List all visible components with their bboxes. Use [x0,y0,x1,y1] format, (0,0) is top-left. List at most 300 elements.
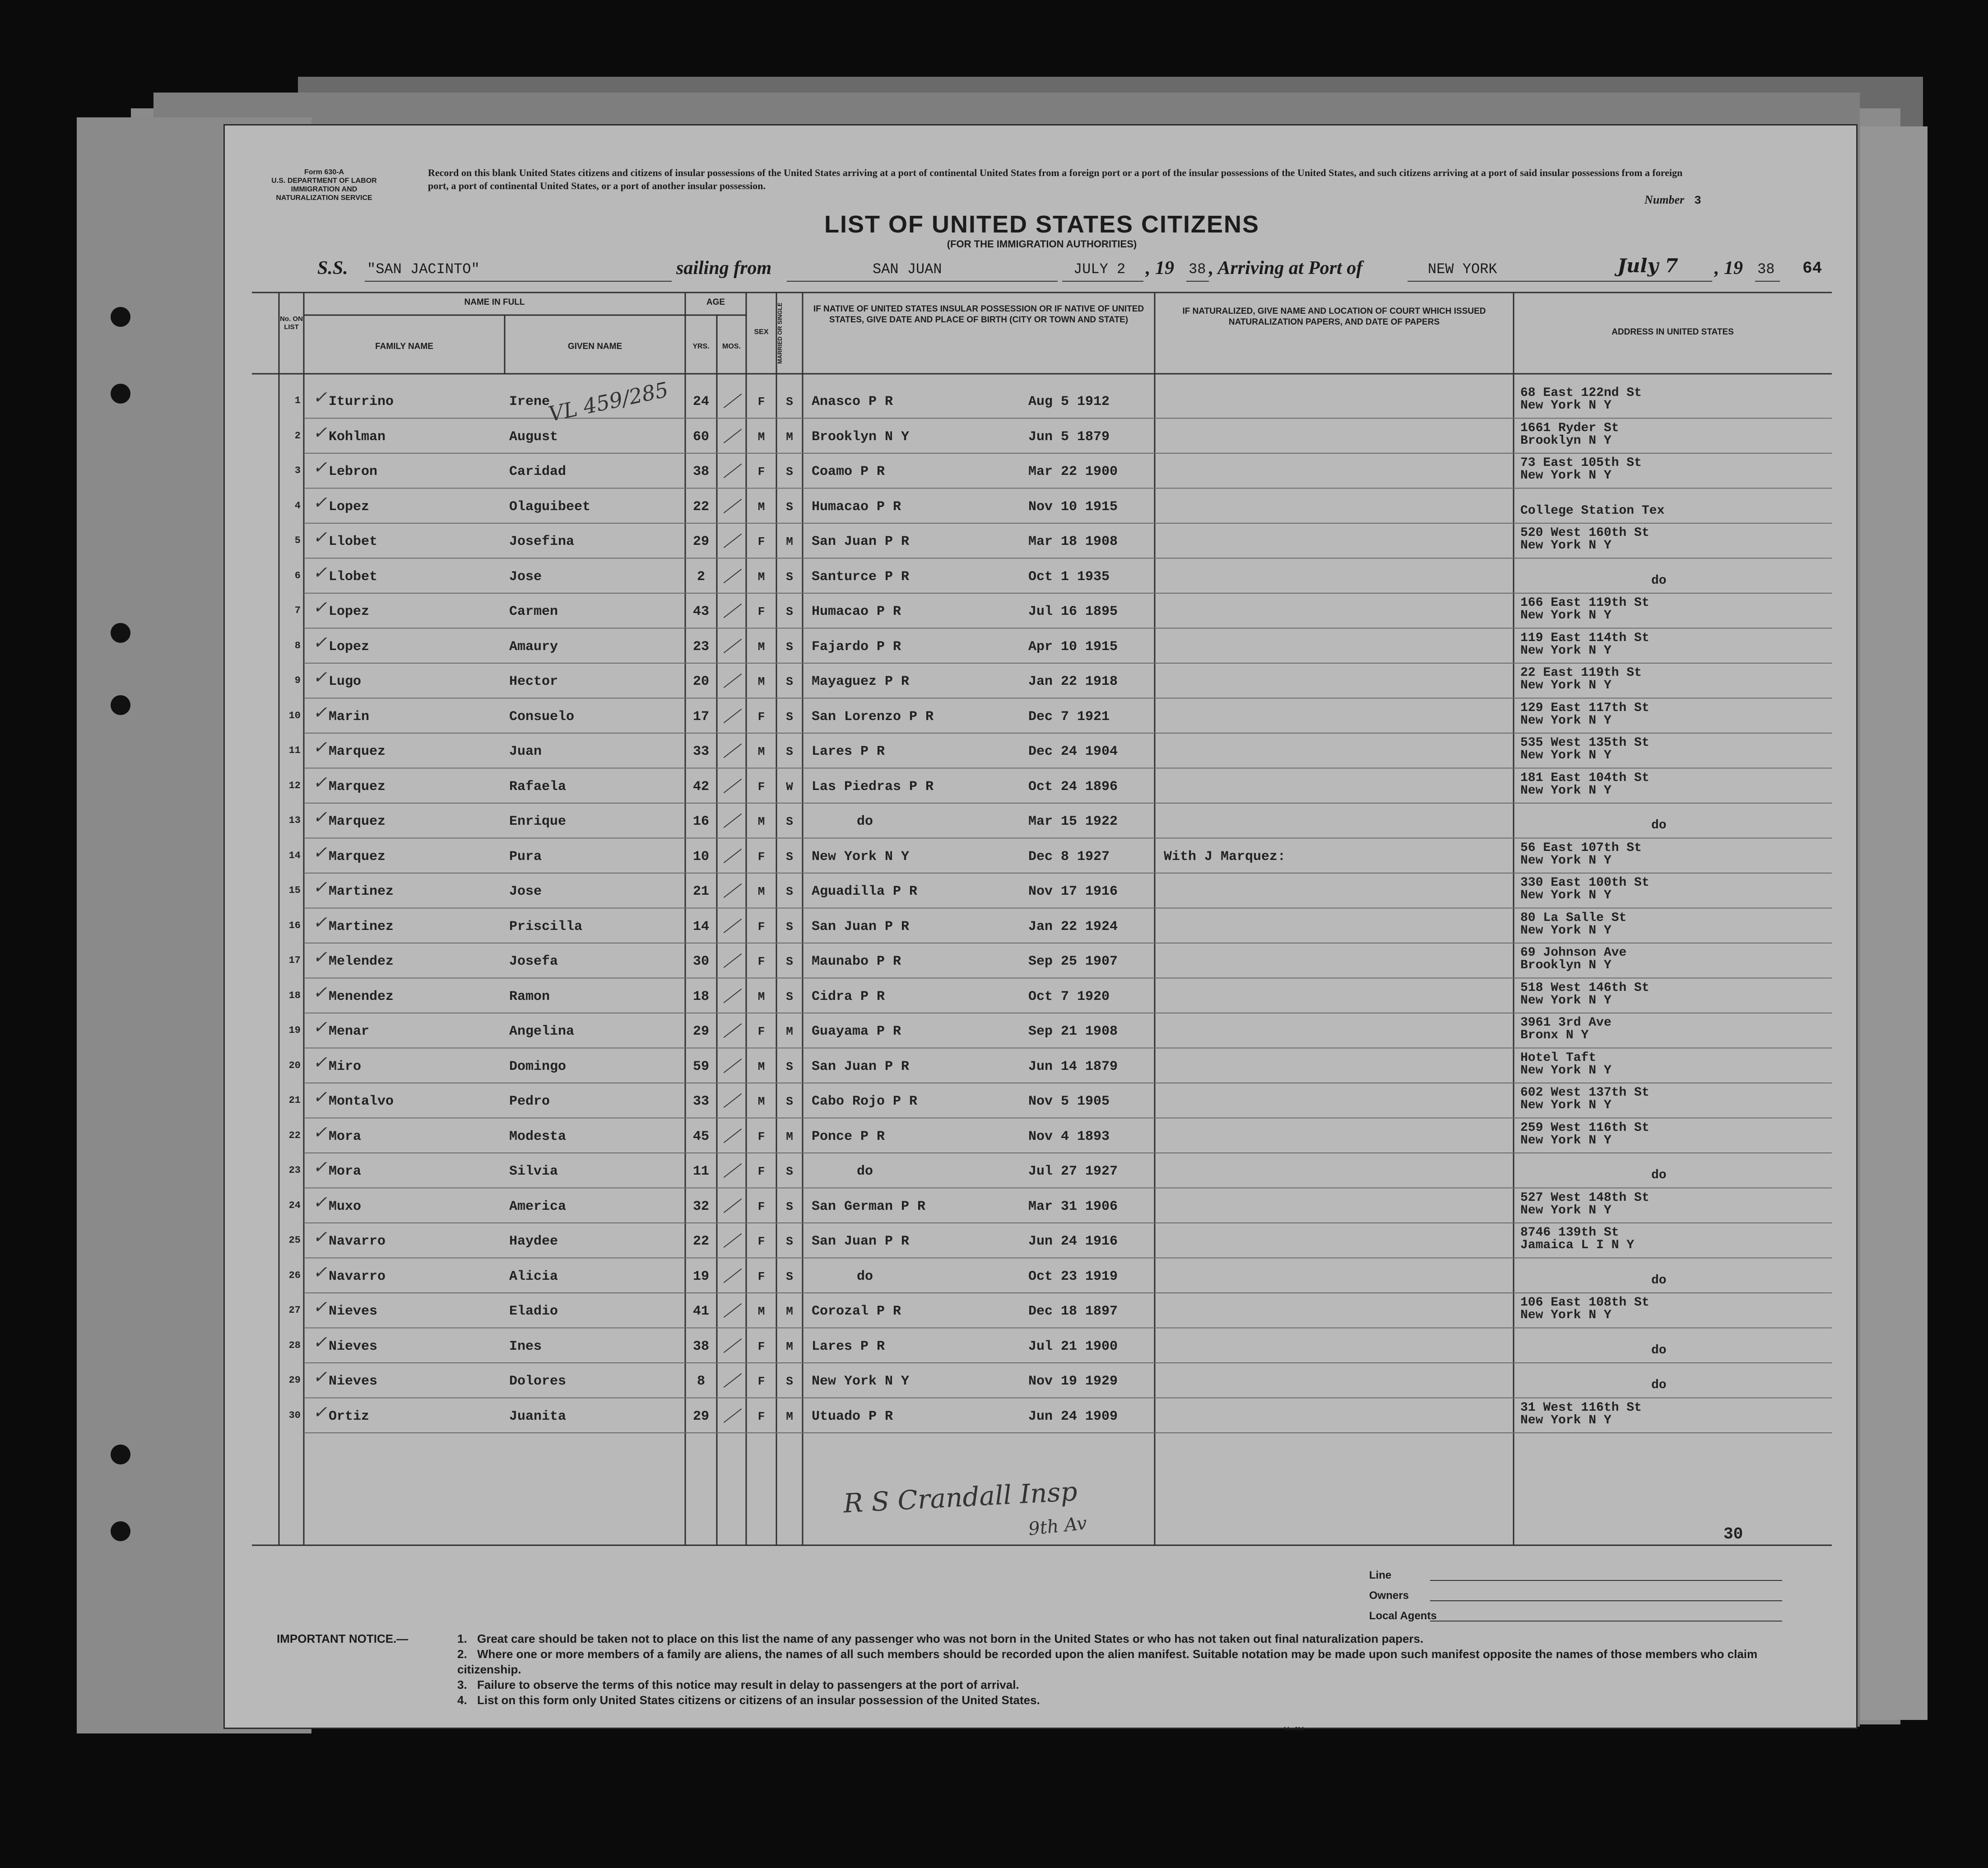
birthplace: San Lorenzo P R [812,709,934,725]
binder-hole [111,695,130,715]
given-name: Juan [509,744,542,759]
list-number: Number 3 [1644,193,1701,207]
birth-date: Jul 21 1900 [1028,1338,1118,1354]
given-name: Irene [509,394,550,409]
given-name: Enrique [509,814,567,829]
address-line-1: 80 La Salle St [1520,911,1627,925]
birthplace: Utuado P R [812,1408,893,1424]
check-mark-icon: ✓ [313,1262,327,1282]
given-name: Pura [509,849,542,864]
check-mark-icon: ✓ [313,492,327,512]
age-years: 18 [692,989,709,1004]
row-number: 18 [288,990,301,1001]
notice-heading: IMPORTANT NOTICE.— [277,1632,409,1645]
address-line-2: New York N Y [1520,853,1612,868]
row-number: 23 [288,1165,301,1176]
sex: F [757,850,765,864]
marital-status: S [786,1269,793,1283]
row-number: 13 [288,815,301,826]
address-line-1: 22 East 119th St [1520,666,1642,680]
given-name: Juanita [509,1408,567,1424]
sex: F [757,1025,765,1038]
manifest-page [223,124,1858,1732]
address-line-1: 73 East 105th St [1520,456,1642,470]
family-name: Martinez [329,884,394,899]
notice-text: Great care should be taken not to place on this list the name of any passenger who was not born in the United States or who has not taken out final naturalization papers. [477,1632,1424,1645]
row-number: 30 [288,1409,301,1421]
header-name-in-full: NAME IN FULL [464,297,525,307]
given-name: Ines [509,1338,542,1354]
given-name: America [509,1199,567,1214]
address-line-1: 56 East 107th St [1520,841,1642,855]
family-name: Mora [329,1129,362,1144]
binder-hole [111,623,130,643]
family-name: Llobet [329,569,378,585]
address-line-1: 8746 139th St [1520,1226,1619,1240]
address-line-1: Hotel Taft [1520,1050,1597,1065]
sex: F [757,535,765,548]
birth-date: Mar 22 1900 [1028,464,1118,479]
birthplace: Corozal P R [812,1304,901,1319]
header-married-single: MARRIED OR SINGLE [776,302,783,364]
sex: M [757,745,765,758]
birthplace: Cabo Rojo P R [812,1094,918,1109]
notice-text: Failure to observe the terms of this notice may result in delay to passengers at the port of arrival. [477,1678,1019,1691]
form-identifier: Form 630-A U.S. DEPARTMENT OF LABOR IMMIGRATION AND NATURALIZATION SERVICE [271,168,377,202]
row-number: 26 [288,1269,301,1281]
row-number: 7 [294,605,301,616]
important-notice [277,1631,1802,1708]
birth-date: Sep 25 1907 [1028,954,1118,969]
family-name: Mora [329,1164,362,1179]
birthplace: Humacao P R [812,604,901,619]
check-mark-icon: ✓ [313,1052,327,1072]
marital-status: S [786,605,793,618]
sex: F [757,710,765,724]
row-number: 2 [294,430,301,441]
address-line-2: New York N Y [1520,1133,1612,1148]
marital-status: M [786,1305,793,1318]
marital-status: S [786,850,793,864]
birthplace: San Juan P R [812,1234,910,1249]
family-name: Martinez [329,919,394,934]
given-name: Olaguibeet [509,499,591,515]
address-line-2: New York N Y [1520,469,1612,483]
family-name: Lopez [329,604,370,619]
birth-date: Oct 24 1896 [1028,779,1118,795]
birth-date: Dec 8 1927 [1028,849,1110,864]
age-years: 32 [692,1199,709,1214]
sex: M [757,1095,765,1108]
check-mark-icon: ✓ [313,1332,327,1352]
row-number: 5 [294,535,301,546]
header-no: No. ON LIST [280,315,303,331]
family-name: Lugo [329,674,362,689]
check-mark-icon: ✓ [313,912,327,932]
sex: F [757,1235,765,1248]
address-line-2: Jamaica L I N Y [1520,1238,1635,1252]
birth-date: Nov 17 1916 [1028,884,1118,899]
row-number: 10 [288,710,301,721]
check-mark-icon: ✓ [313,422,327,442]
birthplace: Cidra P R [812,989,885,1004]
marital-status: M [786,1025,793,1038]
family-name: Kohlman [329,429,386,445]
check-mark-icon: ✓ [313,737,327,757]
address-line-1: 181 East 104th St [1520,771,1649,785]
address-line-2: New York N Y [1520,923,1612,938]
address-line-2: New York N Y [1520,399,1612,413]
address-line-1: 518 West 146th St [1520,980,1649,995]
address-line-1: 119 East 114th St [1520,631,1649,645]
row-number: 6 [294,570,301,581]
birthplace: Coamo P R [812,464,885,479]
age-years: 43 [692,604,709,619]
sailing-label: sailing from [676,258,772,279]
row-number: 17 [288,955,301,966]
check-mark-icon: ✓ [313,877,327,897]
age-years: 19 [692,1269,709,1284]
check-mark-icon: ✓ [313,1297,327,1317]
birth-date: Mar 18 1908 [1028,534,1118,549]
check-mark-icon: ✓ [313,597,327,617]
age-years: 22 [692,499,709,515]
birthplace: Maunabo P R [812,954,901,969]
age-years: 30 [692,954,709,969]
check-mark-icon: ✓ [313,1367,327,1387]
file-mark: VL 459/285 [546,377,671,427]
age-years: 33 [692,744,709,759]
address-line-1: 1661 Ryder St [1520,421,1619,435]
birth-date: Apr 10 1915 [1028,639,1118,655]
birth-date: Nov 19 1929 [1028,1374,1118,1389]
page-subtitle: (FOR THE IMMIGRATION AUTHORITIES) [947,238,1137,250]
given-name: August [509,429,558,445]
check-mark-icon: ✓ [313,1157,327,1177]
age-years: 60 [692,429,709,445]
given-name: Jose [509,884,542,899]
birthplace: Guayama P R [812,1024,901,1039]
marital-status: M [786,1409,793,1423]
age-years: 16 [692,814,709,829]
family-name: Llobet [329,534,378,549]
header-family-name: FAMILY NAME [375,342,433,351]
family-name: Menendez [329,989,394,1004]
marital-status: M [786,430,793,444]
naturalization: With J Marquez: [1164,849,1286,864]
age-years: 38 [692,1338,709,1354]
marital-status: S [786,465,793,479]
check-mark-icon: ✓ [313,667,327,687]
family-name: Iturrino [329,394,394,409]
family-name: Marquez [329,814,386,829]
check-mark-icon: ✓ [313,982,327,1002]
given-name: Haydee [509,1234,558,1249]
row-number: 20 [288,1059,301,1071]
address-line-1: 69 Johnson Ave [1520,946,1627,960]
header-yrs: YRS. [692,343,710,350]
birth-date: Nov 5 1905 [1028,1094,1110,1109]
birth-date: Oct 7 1920 [1028,989,1110,1004]
address-line-2: New York N Y [1520,678,1612,692]
address-line-1: 520 West 160th St [1520,526,1649,540]
birthplace: San German P R [812,1199,926,1214]
local-agents-field [1430,1621,1782,1622]
age-years: 38 [692,464,709,479]
address-line-2: Bronx N Y [1520,1028,1589,1042]
row-number: 12 [288,780,301,791]
marital-status: S [786,1095,793,1108]
birth-date: Jul 27 1927 [1028,1164,1118,1179]
marital-status: S [786,395,793,409]
birthplace: Humacao P R [812,499,901,515]
family-name: Nieves [329,1304,378,1319]
check-mark-icon: ✓ [313,702,327,722]
owners-label: Owners [1369,1589,1409,1602]
given-name: Consuelo [509,709,575,725]
form-instructions: Record on this blank United States citizens and citizens of insular possessions of the United States arriving at a port of continental United States from a foreign port or a port of the insular possessions of the United States, and such citizens arriving at a port of said insular possessions from a foreign port, a port of continental United States, or a port of another insular possession. [428,167,1683,191]
age-years: 29 [692,534,709,549]
given-name: Caridad [509,464,567,479]
given-name: Silvia [509,1164,558,1179]
line-field [1430,1580,1782,1581]
given-name: Hector [509,674,558,689]
birthplace: Ponce P R [812,1129,885,1144]
age-years: 21 [692,884,709,899]
given-name: Amaury [509,639,558,655]
birth-date: Jan 22 1918 [1028,674,1118,689]
family-name: Ortiz [329,1408,370,1424]
age-years: 22 [692,1234,709,1249]
address-line-1: 330 East 100th St [1520,876,1649,890]
age-years: 11 [692,1164,709,1179]
marital-status: M [786,535,793,548]
sex: F [757,465,765,479]
departure-year: 38 [1189,261,1206,278]
binder-hole [111,1445,130,1464]
given-name: Josefina [509,534,575,549]
binder-hole [111,384,130,404]
row-number: 14 [288,850,301,861]
marital-status: S [786,675,793,688]
notice-number: 3. [457,1678,467,1691]
check-mark-icon: ✓ [313,1122,327,1142]
local-agents-label: Local Agents [1369,1610,1437,1622]
notice-text: Where one or more members of a family are aliens, the names of all such members should be recorded upon the alien manifest. Suitable notation may be made upon such manifest opposite the names of those members who claim citizenship. [457,1647,1758,1676]
family-name: Nieves [329,1374,378,1389]
marital-status: S [786,710,793,724]
address-line-2: do [1651,573,1667,588]
birthplace: do [857,814,873,829]
birth-date: Jun 24 1909 [1028,1408,1118,1424]
marital-status: S [786,990,793,1004]
header-birth: IF NATIVE OF UNITED STATES INSULAR POSSESSION OR IF NATIVE OF UNITED STATES, GIVE DATE AND PLACE OF BIRTH (CITY OR TOWN AND STATE) [813,304,1144,325]
given-name: Rafaela [509,779,567,795]
birthplace: San Juan P R [812,1059,910,1074]
marital-status: M [786,1129,793,1143]
address-line-2: New York N Y [1520,783,1612,798]
age-years: 14 [692,919,709,934]
notice-number: 4. [457,1693,467,1707]
address-line-2: Brooklyn N Y [1520,433,1612,448]
check-mark-icon: ✓ [313,1017,327,1037]
age-years: 33 [692,1094,709,1109]
family-name: Navarro [329,1234,386,1249]
birthplace: do [857,1269,873,1284]
sex: M [757,815,765,828]
address-line-1: 602 West 137th St [1520,1086,1649,1100]
check-mark-icon: ✓ [313,632,327,652]
arrival-date: July 7 [1617,255,1678,277]
address-line-1: 106 East 108th St [1520,1296,1649,1310]
address-line-2: do [1651,1273,1667,1287]
given-name: Carmen [509,604,558,619]
given-name: Modesta [509,1129,567,1144]
header-mos: MOS. [722,343,741,350]
age-years: 29 [692,1024,709,1039]
birth-date: Nov 10 1915 [1028,499,1118,515]
birthplace: Lares P R [812,744,885,759]
age-years: 24 [692,394,709,409]
row-number: 27 [288,1305,301,1316]
birthplace: Anasco P R [812,394,893,409]
sex: F [757,955,765,968]
notice-number: 1. [457,1632,467,1645]
address-line-2: New York N Y [1520,1308,1612,1322]
arriving-label: , Arriving at Port of [1209,258,1363,279]
sex: F [757,1165,765,1178]
given-name: Josefa [509,954,558,969]
header-address: ADDRESS IN UNITED STATES [1612,327,1734,337]
sex: M [757,990,765,1004]
family-name: Muxo [329,1199,362,1214]
address-line-2: New York N Y [1520,993,1612,1008]
address-line-2: do [1651,1168,1667,1182]
address-line-2: do [1651,818,1667,832]
family-name: Marquez [329,849,386,864]
owners-field [1430,1600,1782,1601]
address-line-2: New York N Y [1520,888,1612,902]
row-number: 29 [288,1375,301,1386]
family-name: Marquez [329,779,386,795]
age-years: 23 [692,639,709,655]
sheet-edge [1860,126,1928,1720]
birth-date: Sep 21 1908 [1028,1024,1118,1039]
sex: F [757,1199,765,1213]
binder-hole [111,307,130,327]
row-number: 8 [294,640,301,651]
address-line-2: New York N Y [1520,748,1612,762]
check-mark-icon: ✓ [313,807,327,827]
address-line-2: New York N Y [1520,1413,1612,1427]
family-name: Montalvo [329,1094,394,1109]
notice-item [277,1631,1802,1646]
age-years: 17 [692,709,709,725]
address-line-2: do [1651,1343,1667,1357]
notice-text: List on this form only United States citizens or citizens of an insular possession of the United States. [477,1693,1040,1707]
check-mark-icon: ✓ [313,457,327,477]
address-line-1: 31 West 116th St [1520,1400,1642,1415]
sex: M [757,885,765,898]
check-mark-icon: ✓ [313,772,327,792]
row-number: 19 [288,1025,301,1036]
birth-date: Jun 24 1916 [1028,1234,1118,1249]
marital-status: S [786,1235,793,1248]
marital-status: S [786,1059,793,1073]
address-line-2: New York N Y [1520,1203,1612,1217]
marital-status: W [786,780,793,794]
row-number: 28 [288,1339,301,1351]
birthplace: Lares P R [812,1338,885,1354]
birth-date: Jun 5 1879 [1028,429,1110,445]
address-line-2: New York N Y [1520,713,1612,728]
birthplace: New York N Y [812,1374,910,1389]
address-line-1: 129 East 117th St [1520,701,1649,715]
family-name: Lebron [329,464,378,479]
birth-date: Jun 14 1879 [1028,1059,1118,1074]
row-number: 24 [288,1199,301,1211]
check-mark-icon: ✓ [313,1087,327,1107]
given-name: Domingo [509,1059,567,1074]
sex: F [757,1409,765,1423]
total-count: 30 [1723,1525,1743,1543]
marital-status: S [786,640,793,654]
given-name: Alicia [509,1269,558,1284]
sex: F [757,1269,765,1283]
birth-date: Dec 24 1904 [1028,744,1118,759]
header-given-name: GIVEN NAME [567,342,622,351]
birthplace: Brooklyn N Y [812,429,910,445]
print-code: 14—314 [1283,1726,1304,1732]
sex: M [757,570,765,584]
marital-status: S [786,500,793,514]
ss-label: S.S. [317,258,348,279]
row-number: 16 [288,920,301,931]
given-name: Dolores [509,1374,567,1389]
check-mark-icon: ✓ [313,1227,327,1247]
age-years: 8 [697,1374,705,1389]
age-years: 45 [692,1129,709,1144]
address-line-1: 166 East 119th St [1520,596,1649,610]
row-number: 21 [288,1095,301,1106]
birthplace: Las Piedras P R [812,779,934,795]
age-years: 20 [692,674,709,689]
sex: M [757,430,765,444]
marital-status: M [786,1339,793,1353]
birth-date: Oct 1 1935 [1028,569,1110,585]
row-number: 4 [294,500,301,511]
age-years: 2 [697,569,705,585]
page-title: LIST OF UNITED STATES CITIZENS [824,211,1259,238]
sex: F [757,605,765,618]
sex: M [757,1305,765,1318]
birthplace: Fajardo P R [812,639,901,655]
marital-status: S [786,745,793,758]
marital-status: S [786,955,793,968]
given-name: Priscilla [509,919,583,934]
address-line-2: New York N Y [1520,539,1612,553]
check-mark-icon: ✓ [313,562,327,582]
family-name: Nieves [329,1338,378,1354]
family-name: Lopez [329,639,370,655]
family-name: Melendez [329,954,394,969]
birth-date: Jul 16 1895 [1028,604,1118,619]
birthplace: New York N Y [812,849,910,864]
birthplace: Mayaguez P R [812,674,910,689]
notice-number: 2. [457,1647,467,1661]
sex: F [757,780,765,794]
family-name: Marquez [329,744,386,759]
